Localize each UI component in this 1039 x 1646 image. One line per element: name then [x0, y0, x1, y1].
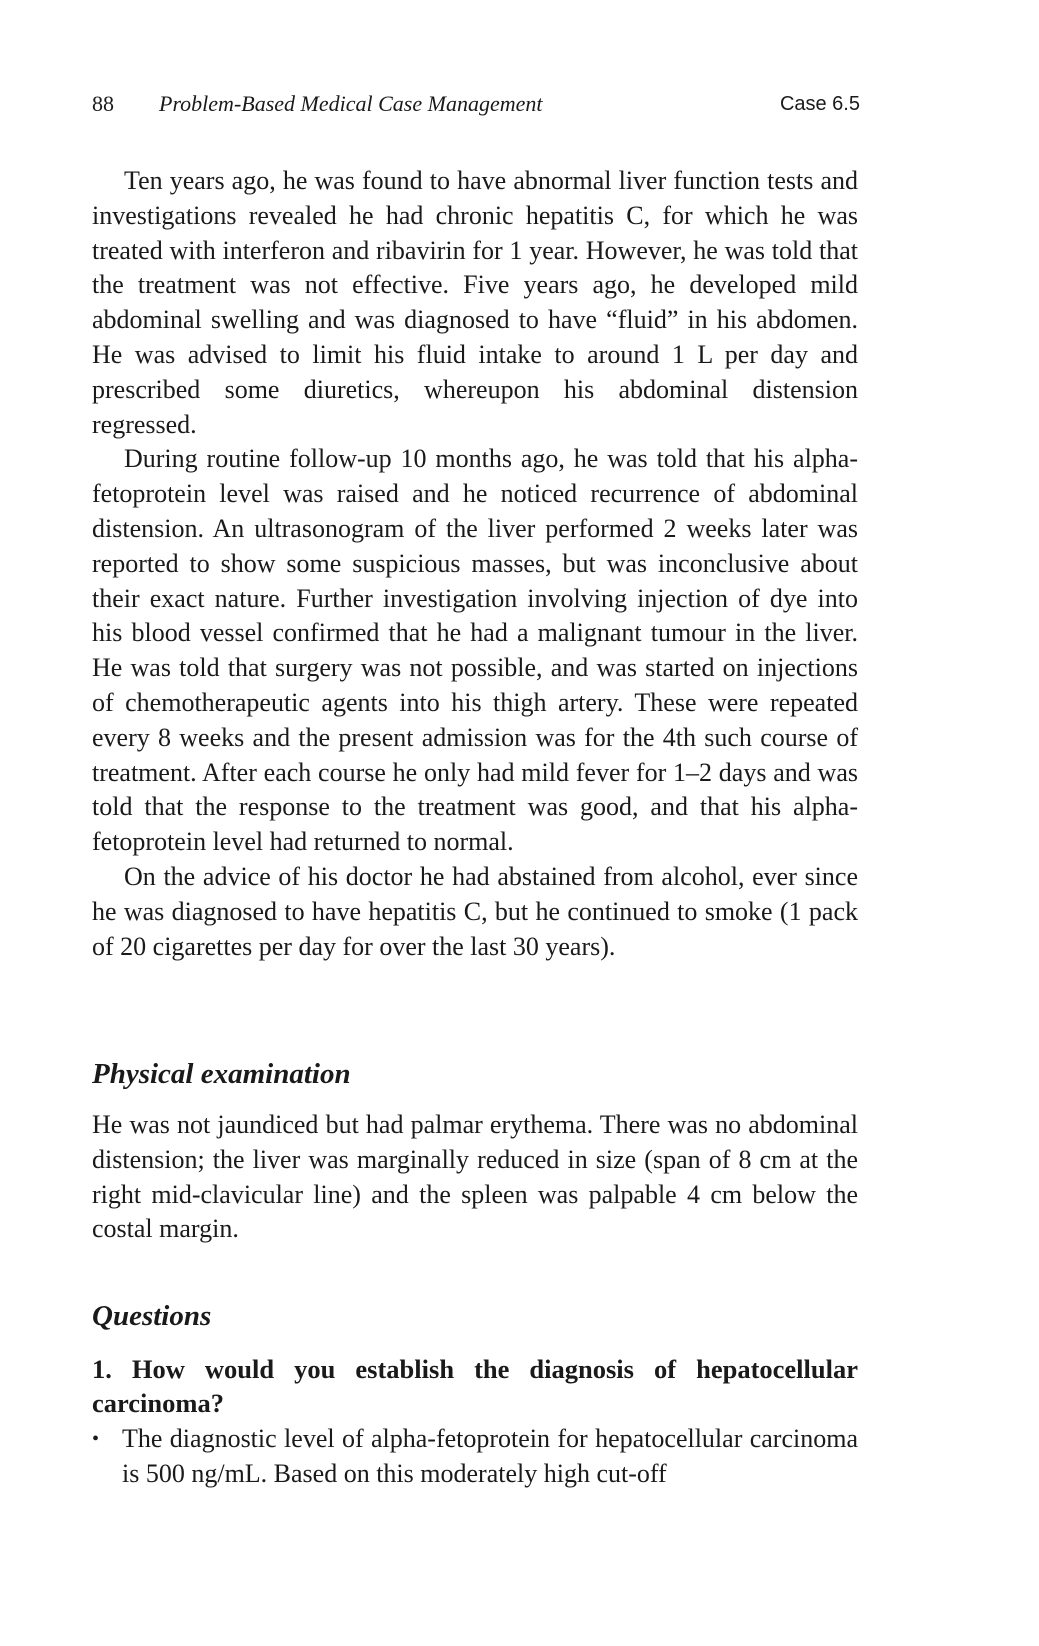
question-1 [92, 1352, 858, 1420]
section-heading-physical-examination: Physical examination [92, 1058, 351, 1090]
bullet-text: The diagnostic level of alpha-fetoprotein for hepatocellular carcinoma is 500 ng/mL. Based on this moderately high cut-off [122, 1424, 858, 1488]
history-paragraph: On the advice of his doctor he had abstained from alcohol, ever since he was diagnosed to have hepatitis C, but he continued to smoke (1 pack of 20 cigarettes per day for over the last 30 years). [92, 861, 858, 961]
history-paragraph: During routine follow-up 10 months ago, he was told that his alpha-fetoprotein level was raised and he noticed recurrence of abdominal distension. An ultrasonogram of the liver performed 2 weeks later was reported to show some suspicious masses, but was inconclusive about their exact nature. Further investigation involving injection of dye into his blood vessel confirmed that he had a malignant tumour in the liver. He was told that surgery was not possible, and was started on injections of chemotherapeutic agents into his thigh artery. These were repeated every 8 weeks and the present admission was for the 4th such course of treatment. After each course he only had mild fever for 1–2 days and was told that the response to the treatment was good, and that his alpha-fetoprotein level had returned to normal. [92, 444, 858, 857]
list-item [92, 1422, 858, 1492]
book-title: Problem-Based Medical Case Management [159, 91, 543, 116]
case-label: Case 6.5 [779, 93, 860, 115]
bullet-icon: • [92, 1428, 100, 1450]
page-number: 88 [92, 91, 114, 116]
question-text: How would you establish the diagnosis of hepatocellular carcinoma? [92, 1354, 859, 1418]
history-section [92, 164, 858, 964]
running-head [92, 88, 860, 120]
physical-examination-section [92, 1108, 858, 1247]
question-number: 1. [92, 1354, 112, 1384]
physical-examination-paragraph: He was not jaundiced but had palmar erythema. There was no abdominal distension; the liver was marginally reduced in size (span of 8 cm at the right mid-clavicular line) and the spleen was palpable 4 cm below the costal margin. [92, 1110, 858, 1244]
answer-bullet-list [92, 1422, 858, 1492]
history-paragraph: Ten years ago, he was found to have abnormal liver function tests and investigations revealed he had chronic hepatitis C, for which he was treated with interferon and ribavirin for 1 year. However, he was told that the treatment was not effective. Five years ago, he developed mild abdominal swelling and was diagnosed to have “fluid” in his abdomen. He was advised to limit his fluid intake to around 1 L per day and prescribed some diuretics, whereupon his abdominal distension regressed. [92, 166, 858, 439]
section-heading-questions: Questions [92, 1300, 212, 1332]
